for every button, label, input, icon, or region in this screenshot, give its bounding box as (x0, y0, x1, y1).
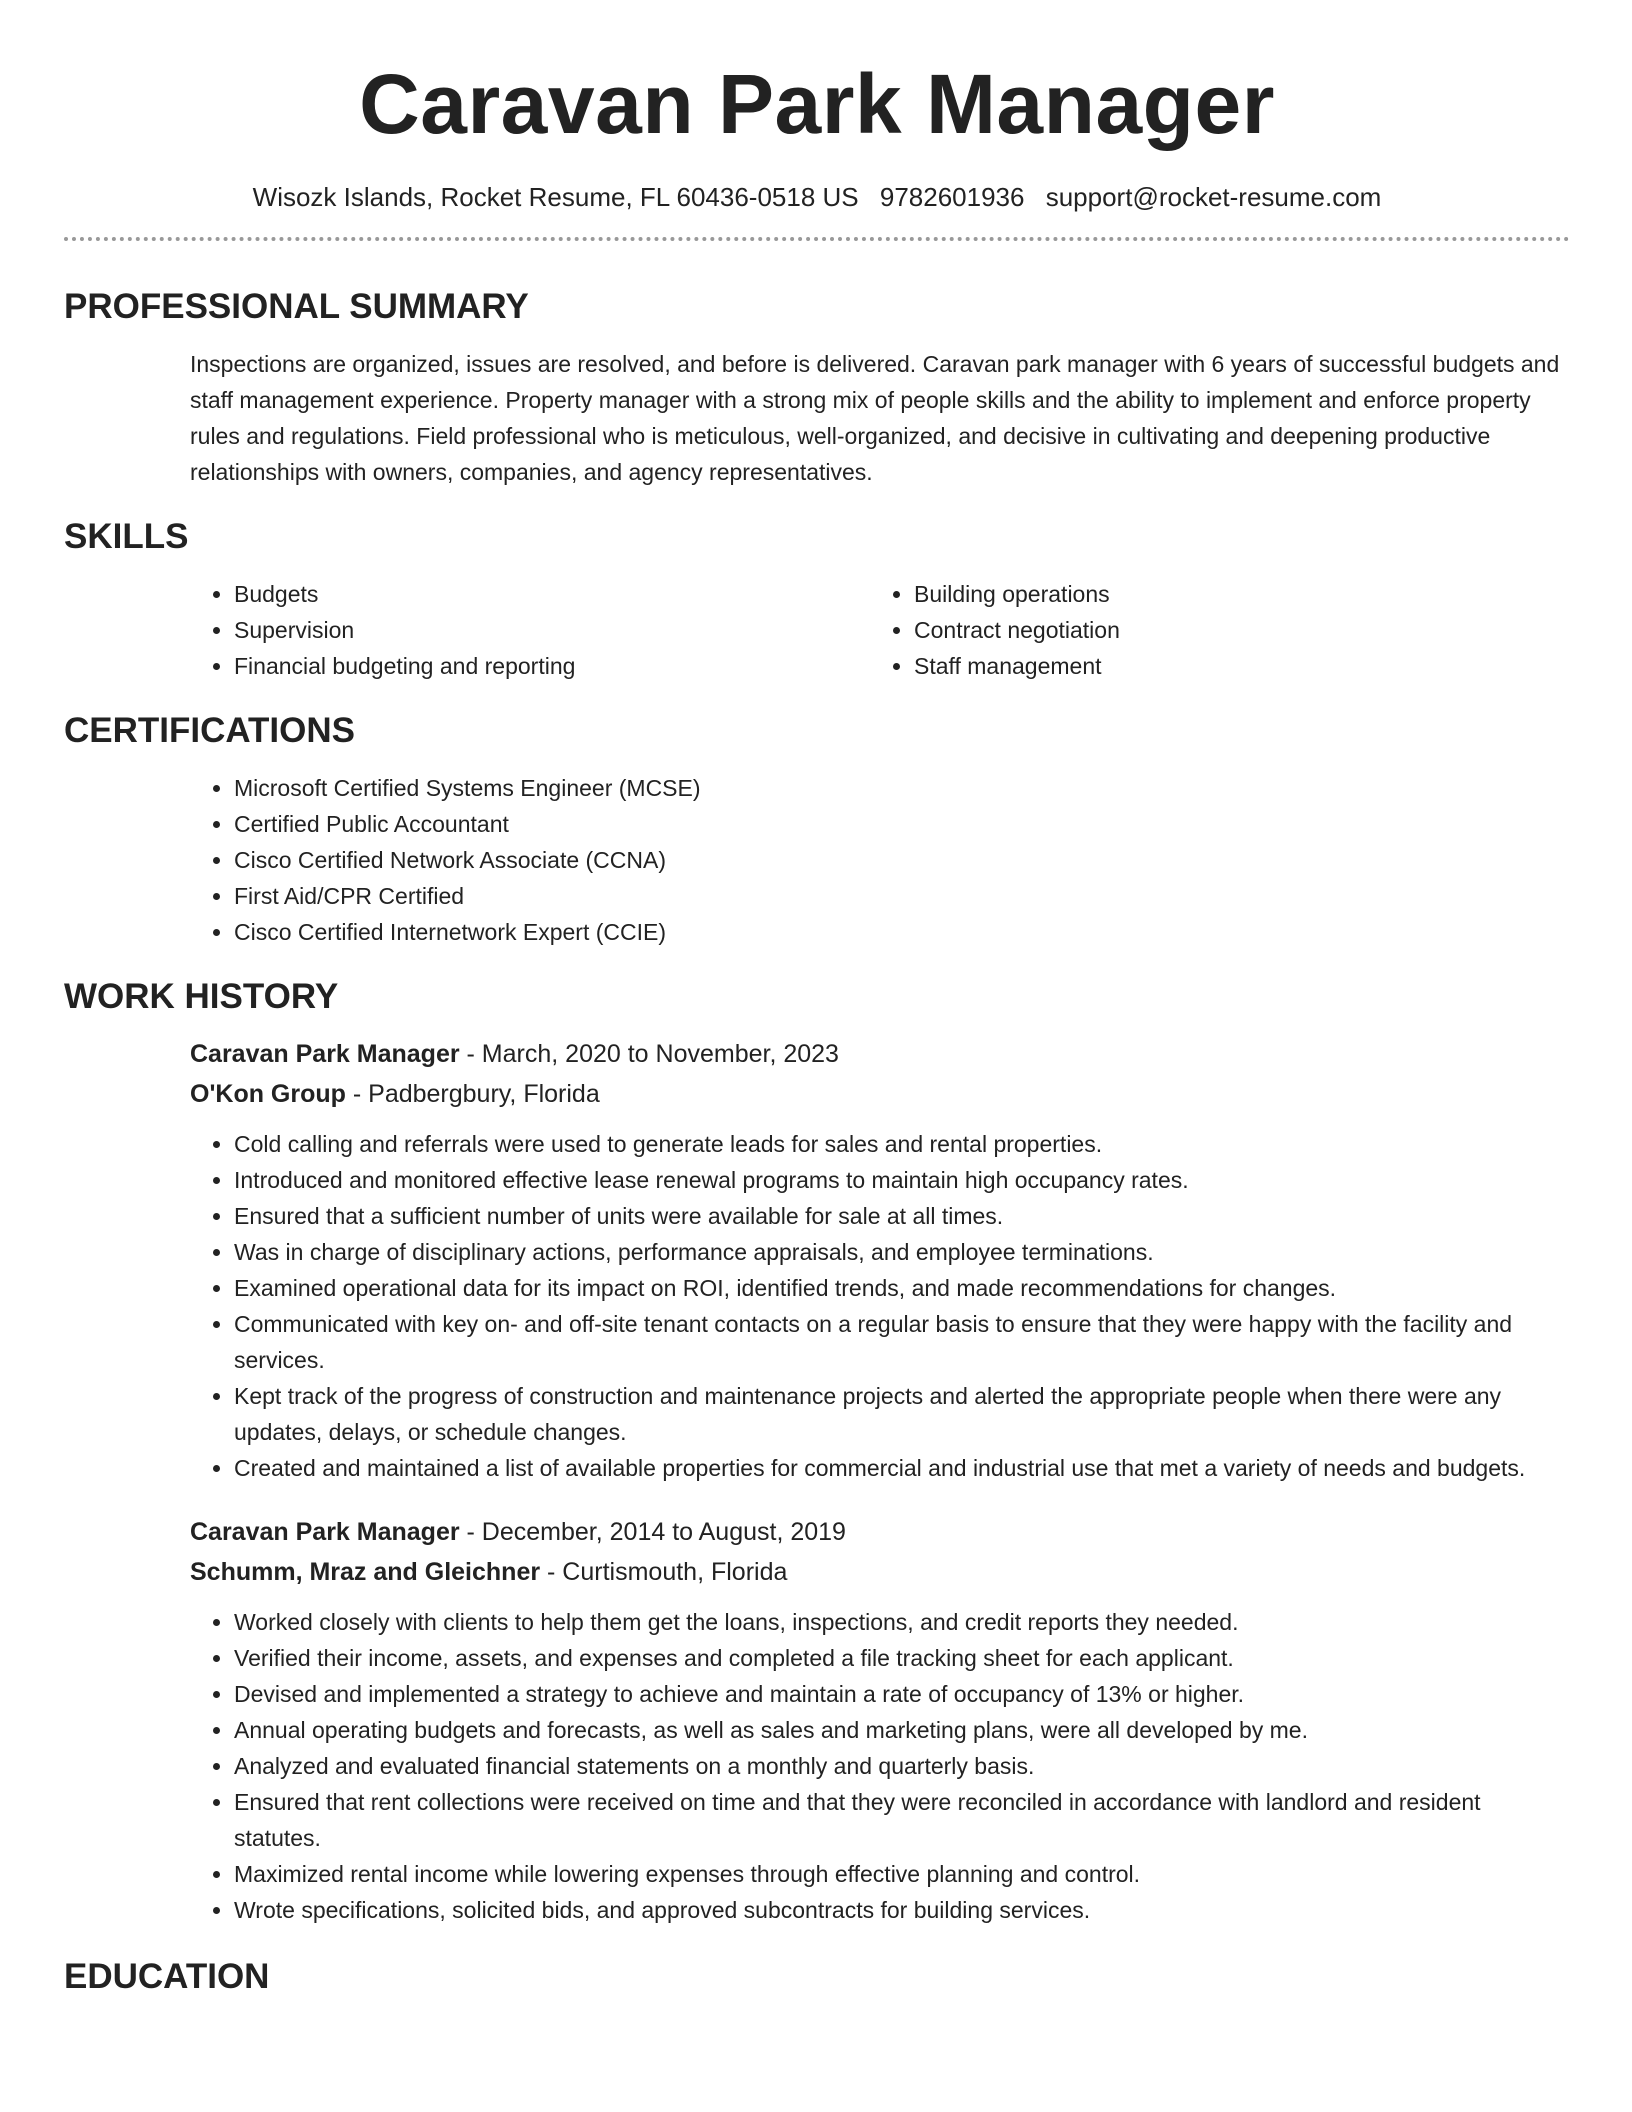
job-entry (64, 1034, 1570, 1486)
job-location: - Padbergbury, Florida (345, 1080, 600, 1109)
job-bullets (190, 1126, 1570, 1486)
job-bullet: • Created and maintained a list of available properties for commercial and industrial use that met a variety of needs and budgets. (234, 1450, 1570, 1486)
skill-item: • Supervision (234, 612, 870, 648)
skill-item: • Staff management (914, 648, 1514, 684)
job-title-line (190, 1512, 1570, 1552)
education-heading: EDUCATION (64, 1957, 270, 1997)
summary-section (64, 286, 1570, 490)
skill-item: • Building operations (914, 576, 1514, 612)
skill-item: • Contract negotiation (914, 612, 1514, 648)
job-bullet: • Verified their income, assets, and expenses and completed a file tracking sheet for each applicant. (234, 1640, 1570, 1676)
certifications-section (64, 710, 1570, 950)
skill-item: • Financial budgeting and reporting (234, 648, 870, 684)
certifications-heading: CERTIFICATIONS (64, 711, 356, 751)
job-bullet: • Kept track of the progress of construction and maintenance projects and alerted the appropriate people when there were any updates, delays, or schedule changes. (234, 1378, 1570, 1450)
job-bullet: • Communicated with key on- and off-site tenant contacts on a regular basis to ensure that they were happy with the facility and services. (234, 1306, 1570, 1378)
job-dates: - March, 2020 to November, 2023 (459, 1040, 839, 1069)
skills-column-1 (190, 576, 870, 684)
job-bullet: • Examined operational data for its impact on ROI, identified trends, and made recommendations for changes. (234, 1270, 1570, 1306)
resume-name: Caravan Park Manager (359, 57, 1275, 151)
job-bullet: • Devised and implemented a strategy to achieve and maintain a rate of occupancy of 13% or higher. (234, 1676, 1570, 1712)
certifications-list (190, 770, 1570, 950)
contact-phone: 9782601936 (879, 182, 1025, 212)
job-bullet: • Annual operating budgets and forecasts, as well as sales and marketing plans, were all developed by me. (234, 1712, 1570, 1748)
job-dates: - December, 2014 to August, 2019 (459, 1518, 846, 1547)
job-bullet: • Maximized rental income while lowering expenses through effective planning and control. (234, 1856, 1570, 1892)
job-bullet: • Analyzed and evaluated financial statements on a monthly and quarterly basis. (234, 1748, 1570, 1784)
job-entry (64, 1512, 1570, 1928)
education-section (64, 1956, 1570, 1998)
skills-section (64, 516, 1570, 684)
job-role: Caravan Park Manager (190, 1518, 460, 1547)
skills-grid (64, 576, 1570, 684)
certification-item: • Cisco Certified Internetwork Expert (CCIE) (234, 914, 1570, 950)
job-bullet: • Ensured that a sufficient number of units were available for sale at all times. (234, 1198, 1570, 1234)
contact-address: Wisozk Islands, Rocket Resume, FL 60436-0518 US (252, 182, 859, 212)
certification-item: • First Aid/CPR Certified (234, 878, 1570, 914)
work-history-heading: WORK HISTORY (64, 977, 339, 1017)
certification-item: • Cisco Certified Network Associate (CCNA) (234, 842, 1570, 878)
skills-heading: SKILLS (64, 517, 189, 557)
work-history-section (64, 976, 1570, 1928)
certification-item: • Microsoft Certified Systems Engineer (MCSE) (234, 770, 1570, 806)
job-bullet: • Was in charge of disciplinary actions, performance appraisals, and employee terminations. (234, 1234, 1570, 1270)
job-bullet: • Wrote specifications, solicited bids, and approved subcontracts for building services. (234, 1892, 1570, 1928)
job-title-line (190, 1034, 1570, 1074)
job-bullet: • Introduced and monitored effective lease renewal programs to maintain high occupancy rates. (234, 1162, 1570, 1198)
certification-item: • Certified Public Accountant (234, 806, 1570, 842)
skills-column-2 (870, 576, 1514, 684)
job-role: Caravan Park Manager (190, 1040, 460, 1069)
summary-heading: PROFESSIONAL SUMMARY (64, 287, 529, 327)
job-bullet: • Ensured that rent collections were received on time and that they were reconciled in accordance with landlord and resident statutes. (234, 1784, 1570, 1856)
resume-page (64, 0, 1570, 1998)
summary-text: Inspections are organized, issues are resolved, and before is delivered. Caravan park manager with 6 years of successful budgets and staff management experience. Property manager with a strong mix of people skills and the ability to implement and enforce property rules and regulations. Field professional who is meticulous, well-organized, and decisive in cultivating and deepening productive relationships with owners, companies, and agency representatives. (190, 351, 1560, 486)
job-bullet: • Worked closely with clients to help them get the loans, inspections, and credit reports they needed. (234, 1604, 1570, 1640)
job-company: O'Kon Group (190, 1080, 346, 1109)
job-company: Schumm, Mraz and Gleichner (190, 1558, 541, 1587)
job-bullet: • Cold calling and referrals were used to generate leads for sales and rental properties. (234, 1126, 1570, 1162)
header-divider (64, 237, 1570, 241)
job-company-line (190, 1552, 1570, 1592)
skill-item: • Budgets (234, 576, 870, 612)
job-bullets (190, 1604, 1570, 1928)
job-location: - Curtismouth, Florida (540, 1558, 788, 1587)
contact-email[interactable]: support@rocket-resume.com (1045, 182, 1382, 212)
contact-line (64, 182, 1570, 213)
job-company-line (190, 1074, 1570, 1114)
